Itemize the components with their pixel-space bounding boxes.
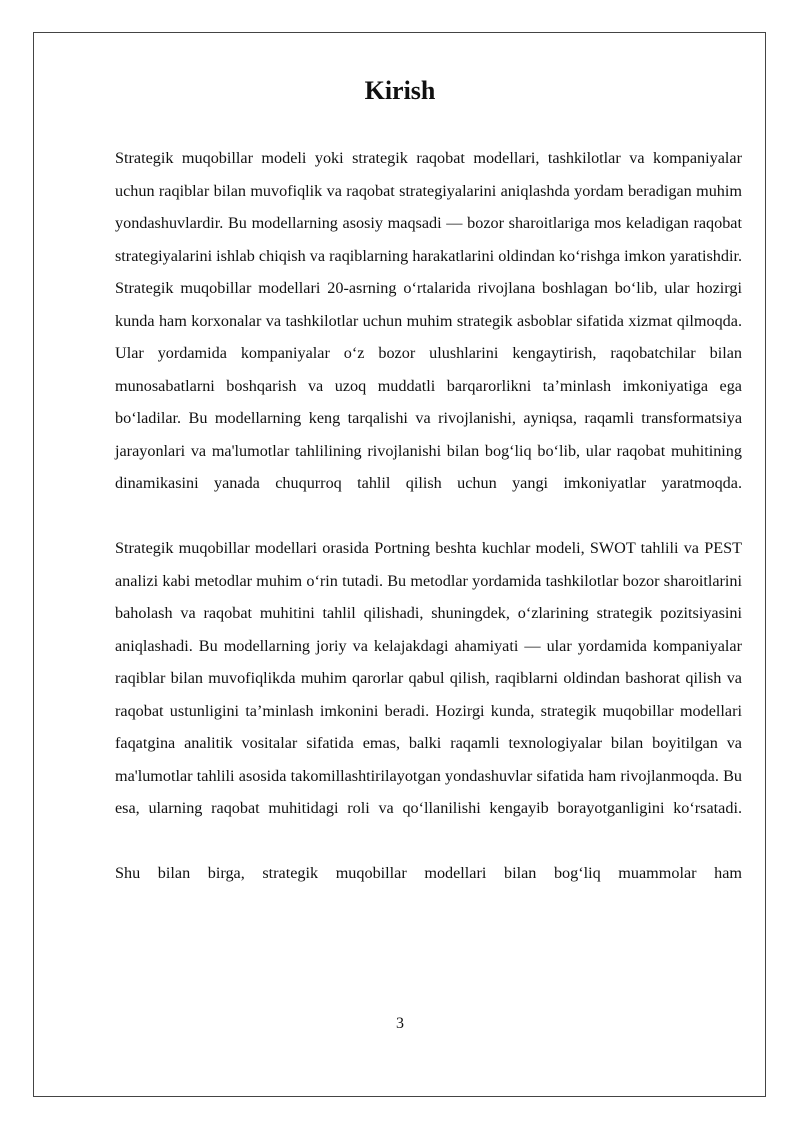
document-body xyxy=(115,142,742,922)
paragraph-2: Strategik muqobillar modellari orasida Portning beshta kuchlar modeli, SWOT tahlili va PEST analizi kabi metodlar muhim oʻrin tutadi. Bu metodlar yordamida tashkilotlar bozor sharoitlarini baholash va raqobat muhitini tahlil qilishadi, shuningdek, oʻzlarining strategik pozitsiyasini aniqlashadi. Bu modellarning joriy va kelajakdagi ahamiyati — ular yordamida kompaniyalar raqiblar bilan muvofiqlikda muhim qarorlar qabul qilish, raqiblarni oldindan bashorat qilish va raqobat ustunligini ta’minlash imkonini beradi. Hozirgi kunda, strategik muqobillar modellari faqatgina analitik vositalar sifatida emas, balki raqamli texnologiyalar bilan boyitilgan va ma'lumotlar tahlili asosida takomillashtirilayotgan yondashuvlar sifatida ham rivojlanmoqda. Bu esa, ularning raqobat muhitidagi roli va qoʻllanilishi kengayib borayotganligini koʻrsatadi. xyxy=(115,539,742,817)
paragraph-3: Shu bilan birga, strategik muqobillar modellari bilan bogʻliq muammolar ham xyxy=(115,864,742,882)
page-number: 3 xyxy=(396,1015,404,1032)
page-title: Kirish xyxy=(364,76,436,105)
paragraph-1: Strategik muqobillar modeli yoki strategik raqobat modellari, tashkilotlar va kompaniyalar uchun raqiblar bilan muvofiqlik va raqobat strategiyalarini aniqlashda yordam beradigan muhim yondashuvlardir. Bu modellarning asosiy maqsadi — bozor sharoitlariga mos keladigan raqobat strategiyalarini ishlab chiqish va raqiblarning harakatlarini oldindan koʻrishga imkon yaratishdir. Strategik muqobillar modellari 20-asrning oʻrtalarida rivojlana boshlagan boʻlib, ular hozirgi kunda ham korxonalar va tashkilotlar uchun muhim strategik asboblar sifatida xizmat qilmoqda. Ular yordamida kompaniyalar oʻz bozor ulushlarini kengaytirish, raqobatchilar bilan munosabatlarni boshqarish va uzoq muddatli barqarorlikni ta’minlash imkoniyatiga ega boʻladilar. Bu modellarning keng tarqalishi va rivojlanishi, ayniqsa, raqamli transformatsiya jarayonlari va ma'lumotlar tahlilining rivojlanishi bilan bogʻliq boʻlib, ular raqobat muhitining dinamikasini yanada chuqurroq tahlil qilish uchun yangi imkoniyatlar yaratmoqda. xyxy=(115,149,742,492)
